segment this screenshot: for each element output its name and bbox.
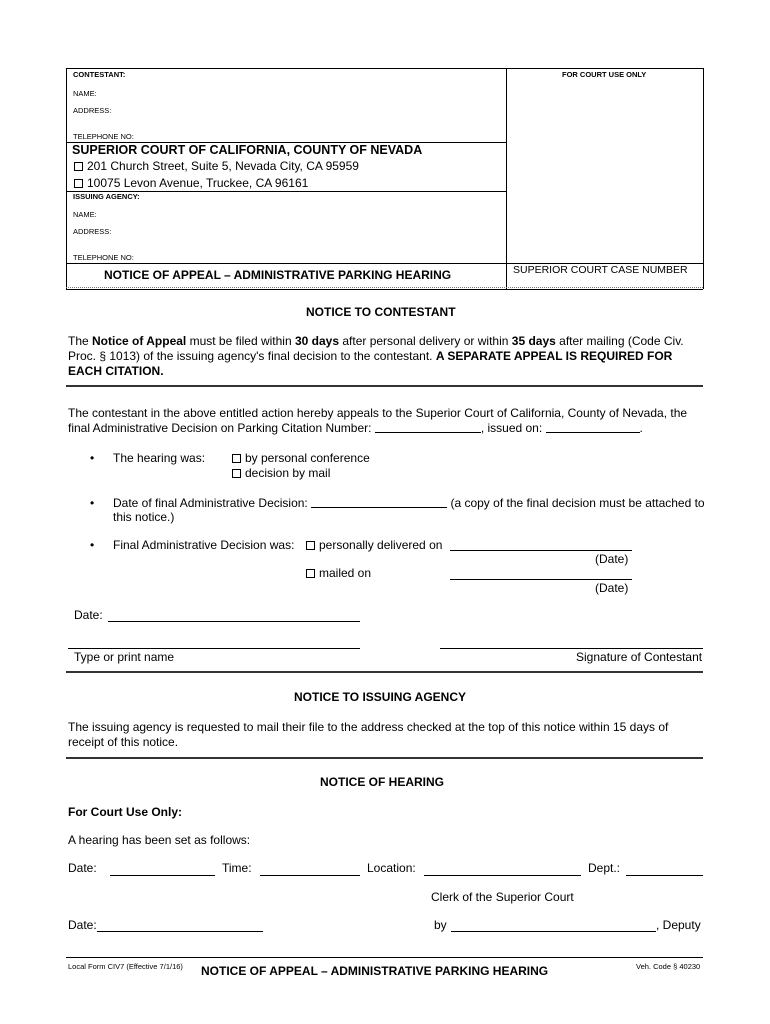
decision-date-field[interactable] [311, 497, 447, 508]
signature-label: Signature of Contestant [576, 650, 703, 664]
delivered-option[interactable]: personally delivered on [306, 538, 442, 552]
bullet-icon: • [90, 538, 95, 552]
notice-to-contestant-text: The Notice of Appeal must be filed within 30 days after personal delivery or within 35 days after mailing (Code Civ. Proc. § 1013) of the issuing agency's final decision to the contestant. A SEPARATE APPEAL IS REQUIRED FOR EACH CITATION. [68, 334, 684, 378]
appeal-intro-line2: final Administrative Decision on Parking Citation Number: , issued on: . [68, 421, 643, 435]
form-title: NOTICE OF APPEAL – ADMINISTRATIVE PARKING HEARING [104, 268, 452, 282]
footer-form-id: Local Form CIV7 (Effective 7/1/16) [68, 962, 183, 971]
bullet-icon: • [90, 496, 95, 510]
bullet-icon: • [90, 451, 95, 465]
address-option-2[interactable]: 10075 Levon Avenue, Truckee, CA 96161 [74, 176, 308, 190]
notice-to-contestant-heading: NOTICE TO CONTESTANT [306, 305, 456, 319]
notice-to-agency-text-2: receipt of this notice. [68, 735, 179, 749]
agency-telephone-label: TELEPHONE NO: [73, 253, 134, 262]
hearing-location-field[interactable] [424, 875, 581, 876]
print-name-field[interactable] [68, 648, 360, 649]
agency-name-label: NAME: [73, 210, 97, 219]
court-use-label: FOR COURT USE ONLY [562, 70, 647, 79]
hearing-date-label: Date: [68, 861, 97, 875]
delivered-date-field[interactable] [450, 550, 632, 551]
final-decision-label: Final Administrative Decision was: [113, 538, 295, 552]
hearing-time-label: Time: [222, 861, 252, 875]
notice-of-hearing-heading: NOTICE OF HEARING [320, 775, 445, 789]
signature-field[interactable] [440, 648, 703, 649]
citation-number-field[interactable] [375, 422, 481, 433]
hearing-dept-label: Dept.: [588, 861, 621, 875]
case-number-label: SUPERIOR COURT CASE NUMBER [513, 264, 688, 276]
mailed-date-field[interactable] [450, 579, 632, 580]
footer-title: NOTICE OF APPEAL – ADMINISTRATIVE PARKING HEARING [201, 964, 549, 978]
checkbox-icon[interactable] [306, 541, 315, 550]
footer-rule [66, 957, 703, 958]
issued-date-field[interactable] [546, 422, 640, 433]
clerk-label: Clerk of the Superior Court [431, 890, 574, 904]
divider [66, 757, 703, 759]
date-label: Date: [74, 608, 103, 622]
checkbox-icon[interactable] [74, 179, 83, 188]
contestant-address-label: ADDRESS: [73, 106, 112, 115]
date-field[interactable] [108, 621, 360, 622]
by-label: by [434, 918, 447, 932]
decision-date-note: this notice.) [113, 510, 175, 524]
hearing-date-field[interactable] [110, 875, 215, 876]
mailed-option[interactable]: mailed on [306, 566, 371, 580]
checkbox-icon[interactable] [306, 569, 315, 578]
appeal-intro-line1: The contestant in the above entitled action hereby appeals to the Superior Court of California, County of Nevada, the [68, 406, 688, 420]
issuing-agency-label: ISSUING AGENCY: [73, 192, 140, 201]
checkbox-icon[interactable] [74, 162, 83, 171]
notice-to-agency-text-1: The issuing agency is requested to mail their file to the address checked at the top of this notice within 15 days of [68, 720, 669, 734]
footer-code: Veh. Code § 40230 [636, 962, 701, 971]
print-name-label: Type or print name [74, 650, 175, 664]
contestant-label: CONTESTANT: [73, 70, 126, 79]
clerk-date-field[interactable] [97, 931, 263, 932]
address-option-1[interactable]: 201 Church Street, Suite 5, Nevada City, CA 95959 [74, 159, 359, 173]
hearing-set-label: A hearing has been set as follows: [68, 833, 251, 847]
checkbox-icon[interactable] [232, 454, 241, 463]
court-use-only-label: For Court Use Only: [68, 805, 183, 819]
hearing-option-mail[interactable]: decision by mail [232, 466, 330, 480]
clerk-date-label: Date: [68, 918, 97, 932]
notice-to-agency-heading: NOTICE TO ISSUING AGENCY [294, 690, 467, 704]
hearing-label: The hearing was: [113, 451, 206, 465]
hearing-location-label: Location: [367, 861, 416, 875]
hearing-option-conference[interactable]: by personal conference [232, 451, 370, 465]
hearing-dept-field[interactable] [626, 875, 703, 876]
agency-address-label: ADDRESS: [73, 227, 112, 236]
date-caption: (Date) [595, 581, 629, 595]
hearing-time-field[interactable] [260, 875, 360, 876]
checkbox-icon[interactable] [232, 469, 241, 478]
contestant-name-label: NAME: [73, 89, 97, 98]
deputy-label: , Deputy [656, 918, 701, 932]
court-title: SUPERIOR COURT OF CALIFORNIA, COUNTY OF NEVADA [72, 143, 423, 157]
date-caption: (Date) [595, 552, 629, 566]
divider [66, 671, 703, 673]
decision-date-line: Date of final Administrative Decision: (a copy of the final decision must be attached to [113, 496, 705, 510]
divider [66, 385, 703, 387]
deputy-name-field[interactable] [451, 931, 656, 932]
contestant-telephone-label: TELEPHONE NO: [73, 132, 134, 141]
